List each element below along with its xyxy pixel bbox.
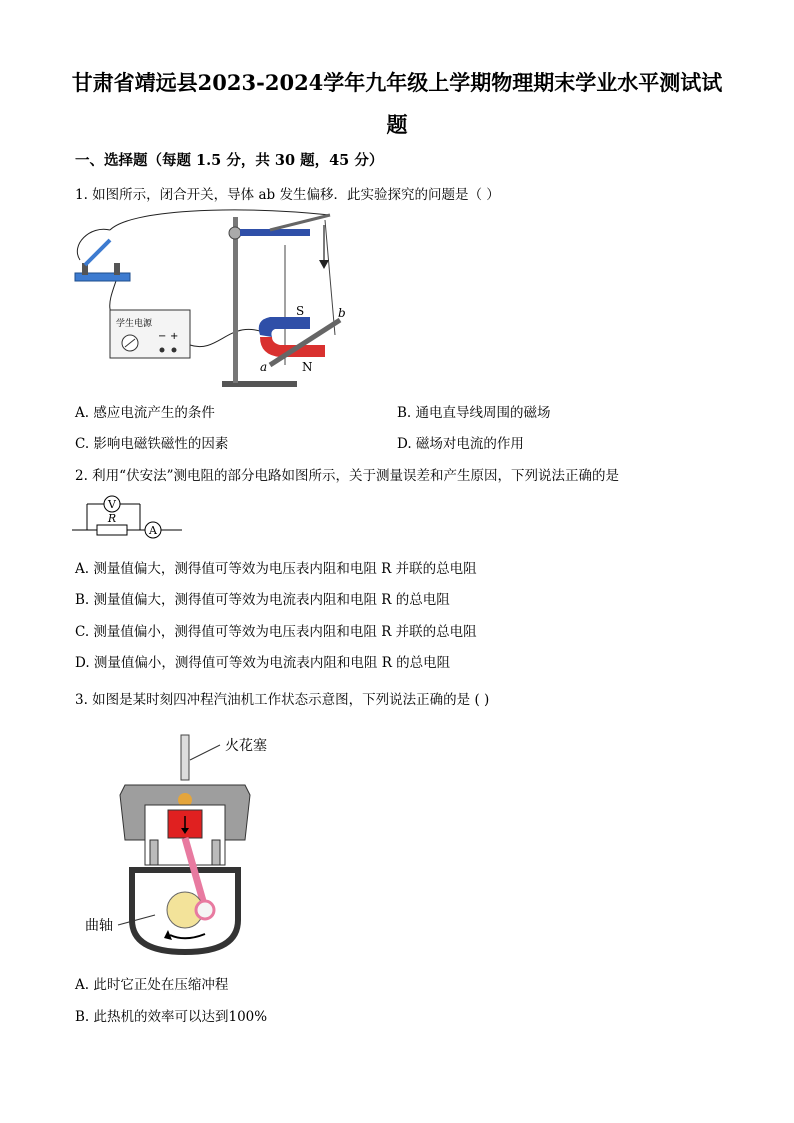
figure-voltammeter-circuit bbox=[72, 490, 187, 542]
spark-plug bbox=[181, 735, 189, 780]
power-minus-label: − bbox=[158, 331, 167, 342]
spark-plug-pointer bbox=[190, 745, 220, 760]
valve-spring-right bbox=[212, 840, 220, 865]
spark-plug-label: 火花塞 bbox=[225, 738, 267, 754]
valve-spring-left bbox=[150, 840, 158, 865]
magnet-s-pole bbox=[259, 317, 310, 337]
arrow-head bbox=[319, 260, 329, 269]
q3-option-a: A. 此时它正处在压缩冲程 bbox=[75, 977, 229, 993]
label-N: N bbox=[302, 360, 313, 374]
section-heading: 一、选择题（每题 1.5 分，共 30 题，45 分） bbox=[75, 152, 384, 169]
question-1-stem: 1. 如图所示，闭合开关，导体 ab 发生偏移．此实验探究的问题是（ ） bbox=[75, 187, 500, 203]
label-a: a bbox=[260, 360, 268, 374]
question-3-stem: 3. 如图是某时刻四冲程汽油机工作状态示意图，下列说法正确的是 ( ) bbox=[75, 692, 490, 708]
magnet-n-pole bbox=[260, 337, 325, 357]
q1-option-c: C. 影响电磁铁磁性的因素 bbox=[75, 436, 229, 452]
stand-pole bbox=[233, 217, 238, 383]
power-terminal-minus bbox=[160, 348, 165, 353]
page-title-line2: 题 bbox=[386, 112, 408, 137]
label-S: S bbox=[296, 304, 305, 318]
q2-option-b: B. 测量值偏大，测得值可等效为电流表内阻和电阻 R 的总电阻 bbox=[75, 592, 450, 608]
power-plus-label: + bbox=[170, 331, 179, 342]
wire-power-to-rail bbox=[190, 329, 270, 346]
q2-option-a: A. 测量值偏大，测得值可等效为电压表内阻和电阻 R 并联的总电阻 bbox=[75, 561, 477, 577]
ammeter-label: A bbox=[149, 524, 157, 537]
label-b: b bbox=[338, 306, 346, 320]
switch-lever bbox=[85, 240, 110, 265]
q2-option-c: C. 测量值偏小，测得值可等效为电压表内阻和电阻 R 并联的总电阻 bbox=[75, 624, 477, 640]
q1-option-b: B. 通电直导线周围的磁场 bbox=[397, 405, 551, 421]
q1-option-a: A. 感应电流产生的条件 bbox=[75, 405, 215, 421]
figure-magnet-experiment bbox=[70, 205, 360, 395]
power-supply-label: 学生电源 bbox=[116, 319, 153, 329]
power-terminal-plus bbox=[172, 348, 177, 353]
q2-option-d: D. 测量值偏小，测得值可等效为电流表内阻和电阻 R 的总电阻 bbox=[75, 655, 451, 671]
stand-clamp bbox=[229, 227, 241, 239]
rail-top bbox=[270, 215, 330, 230]
hanging-wire-right bbox=[325, 220, 335, 335]
question-2-stem: 2. 利用“伏安法”测电阻的部分电路如图所示，关于测量误差和产生原因，下列说法正确的是 bbox=[75, 468, 619, 484]
voltmeter-label: V bbox=[108, 498, 116, 511]
crank-pin bbox=[196, 901, 214, 919]
resistor-label: R bbox=[107, 512, 117, 525]
q3-option-b: B. 此热机的效率可以达到100% bbox=[75, 1009, 268, 1025]
figure-engine bbox=[80, 730, 300, 960]
q1-option-d: D. 磁场对电流的作用 bbox=[397, 436, 524, 452]
switch-post-right bbox=[114, 263, 120, 275]
resistor-symbol bbox=[97, 525, 127, 535]
crankshaft-label: 曲轴 bbox=[85, 918, 113, 934]
page-title-line1: 甘肃省靖远县2023-2024学年九年级上学期物理期末学业水平测试试 bbox=[71, 70, 723, 95]
wire-top bbox=[110, 210, 330, 230]
